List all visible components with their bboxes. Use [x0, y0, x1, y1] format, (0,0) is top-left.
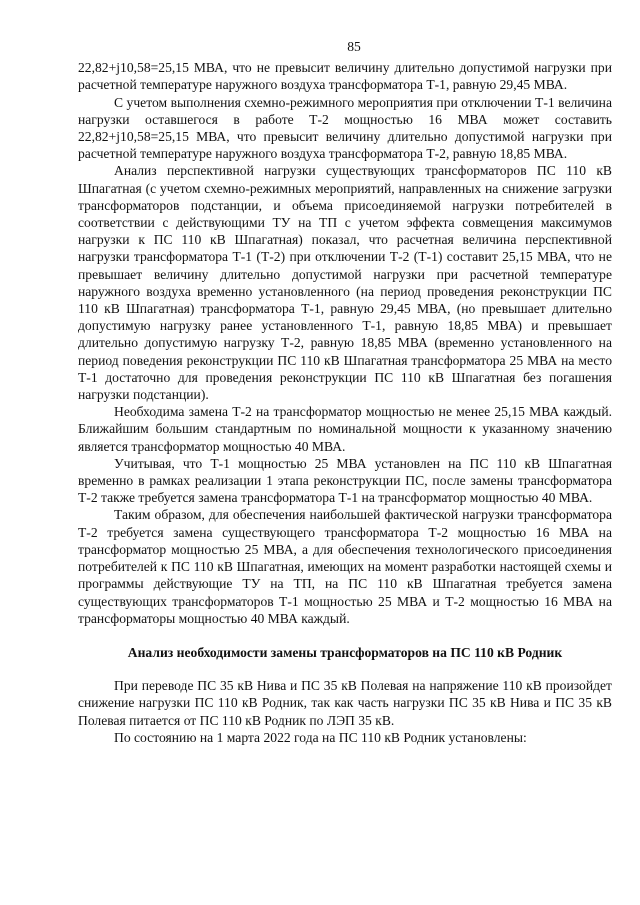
paragraph-8: По состоянию на 1 марта 2022 года на ПС 110 кВ Родник установлены: [114, 729, 527, 745]
paragraph-2: С учетом выполнения схемно-режимного мероприятия при отключении Т-1 величина нагрузки оставшегося в работе Т-2 мощностью 16 МВА может составить 22,82+j10,58=25,15 МВА, что превысит величину длительно допустимой нагрузки при расчетной температуре наружного воздуха трансформатора Т-2, равную 18,85 МВА. [78, 94, 612, 162]
paragraph-7: При переводе ПС 35 кВ Нива и ПС 35 кВ Полевая на напряжение 110 кВ произойдет снижение нагрузки ПС 110 кВ Родник, так как часть нагрузки ПС 35 кВ Нива и ПС 35 кВ Полевая питается от ПС 110 кВ Родник по ЛЭП 35 кВ. [78, 678, 612, 728]
paragraph-4: Необходима замена Т-2 на трансформатор мощностью не менее 25,15 МВА каждый. Ближайшим большим стандартным по номинальной мощности к указанному значению является трансформатор мощностью 40 МВА. [78, 404, 612, 454]
section-heading: Анализ необходимости замены трансформаторов на ПС 110 кВ Родник [127, 644, 563, 660]
paragraph-3: Анализ перспективной нагрузки существующих трансформаторов ПС 110 кВ Шпагатная (с учетом схемно-режимных мероприятий, направленных на снижение загрузки трансформаторов подстанции, и объема присоединяемой нагрузки потребителей в соответствии с действующими ТУ на ТП с учетом эффекта совмещения максимумов нагрузки к ПС 110 кВ Шпагатная) показал, что расчетная величина перспективной нагрузки трансформатора Т-1 (Т-2) при отключении Т-2 (Т-1) составит 25,15 МВА, что не превышает величину длительно допустимой нагрузки при расчетной температуре наружного воздуха временно установленного (на период проведения реконструкции ПС 110 кВ Шпагатная) трансформатора Т-1, равную 29,45 МВА, (но превышает длительно допустимую нагрузку ранее установленного Т-1, равную 18,85 МВА) и превышает длительно допустимую нагрузку Т-2, равную 18,85 МВА (временно установленного на период поведения реконструкции ПС 110 кВ Шпагатная трансформатора 25 МВА на место Т-1 достаточно для проведения реконструкции ПС 110 кВ Шпагатная без погашения нагрузки подстанции). [78, 163, 612, 403]
paragraph-1: 22,82+j10,58=25,15 МВА, что не превысит величину длительно допустимой нагрузки при расчетной температуре наружного воздуха трансформатора Т-1, равную 29,45 МВА. [78, 60, 612, 93]
paragraph-6: Таким образом, для обеспечения наибольшей фактической нагрузки трансформатора Т-2 требуется замена существующего трансформатора Т-2 мощностью 16 МВА на трансформатор мощностью 25 МВА, а для обеспечения технологического присоединения потребителей к ПС 110 кВ Шпагатная, имеющих на момент разработки настоящей схемы и программы действующие ТУ на ТП, на ПС 110 кВ Шпагатная требуется замена существующих трансформаторов Т-1 мощностью 25 МВА и Т-2 мощностью 16 МВА на трансформаторы мощностью 40 МВА каждый. [78, 507, 612, 626]
paragraph-5: Учитывая, что Т-1 мощностью 25 МВА установлен на ПС 110 кВ Шпагатная временно в рамках реализации 1 этапа реконструкции ПС, после замены трансформатора Т-2 также требуется замена трансформатора Т-1 на трансформатор мощностью 40 МВА. [78, 455, 612, 506]
page-number: 85 [347, 39, 361, 54]
